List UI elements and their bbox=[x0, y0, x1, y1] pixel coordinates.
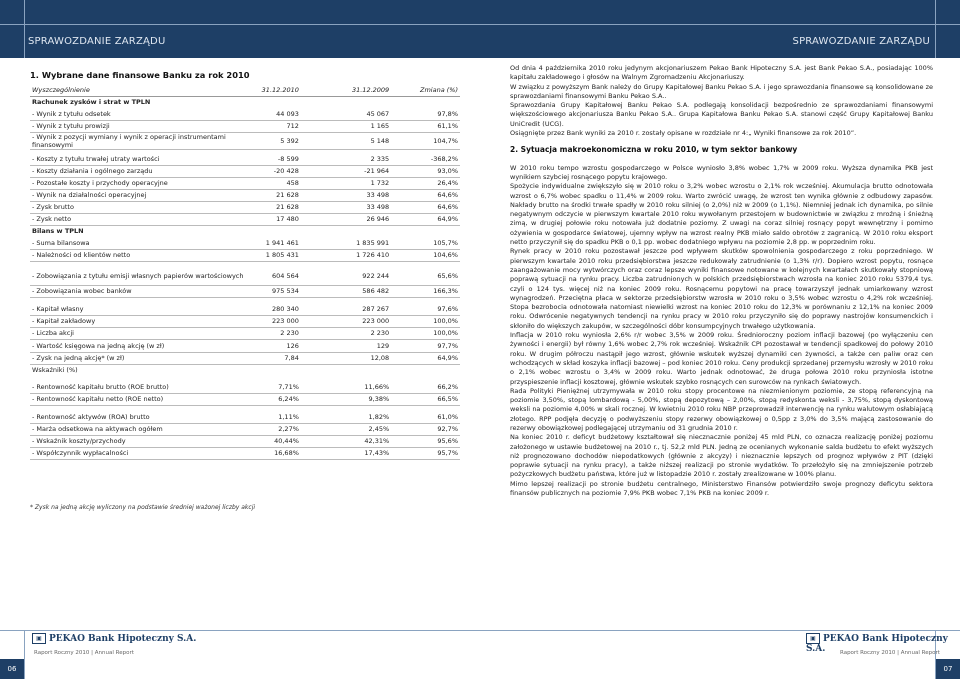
table-cell-item: Rachunek zysków i strat w TPLN bbox=[32, 98, 151, 107]
table-cell-change: 97,8% bbox=[391, 108, 460, 120]
table-footnote: * Zysk na jedną akcję wyliczony na podstawie średniej ważonej liczby akcji bbox=[30, 504, 256, 511]
table-cell-change: 97,6% bbox=[391, 303, 460, 315]
table-cell-item: - Zysk netto bbox=[30, 213, 254, 225]
table-cell-2010: 1 941 461 bbox=[254, 237, 301, 249]
table-cell-item: - Marża odsetkowa na aktywach ogółem bbox=[30, 423, 254, 435]
table-cell-item: - Liczba akcji bbox=[30, 327, 254, 339]
table-row bbox=[30, 249, 460, 261]
table-cell-2009: 586 482 bbox=[301, 285, 391, 297]
table-row bbox=[30, 423, 460, 435]
table-cell-2010: -20 428 bbox=[254, 165, 301, 177]
table-row bbox=[30, 327, 460, 339]
table-cell-2010: 7,71% bbox=[254, 381, 301, 393]
paragraph: Na koniec 2010 r. deficyt budżetowy kształtował się niecznacznie poniżej 45 mld PLN, co oznacza realizację poniżej poziomu założonego w ustawie budżetowej na 2010 r., tj. 52,2 mld PLN. Jedną ze ocenianych wykonanie salda budżetu to efekt wyższych niż prognozowano dochodów niepodatkowych (głównie z akcyzy) i nieznacznie lepszych od prognoz wpływów z PIT (dzięki poprawie sytuacji na rynku pracy), a także niższej realizacji po stronie wydatków. To przełożyło się na zmniejszenie potrzeb pożyczkowych budżetu państwa, które już w listopadzie 2010 r. zostały zrealizowane w 100% planu. bbox=[510, 433, 933, 479]
table-row bbox=[30, 165, 460, 177]
table-row bbox=[30, 201, 460, 213]
table-cell-2009: 2 335 bbox=[301, 153, 391, 165]
table-cell-2009: 1 732 bbox=[301, 177, 391, 189]
table-cell-2010: 280 340 bbox=[254, 303, 301, 315]
table-cell-2010: 126 bbox=[254, 339, 301, 352]
table-cell-item: - Suma bilansowa bbox=[30, 237, 254, 249]
table-cell-2009 bbox=[301, 96, 391, 108]
table-cell-change: 104,7% bbox=[391, 132, 460, 149]
table-cell-2010: 44 093 bbox=[254, 108, 301, 120]
table-cell-change: 26,4% bbox=[391, 177, 460, 189]
table-cell-2009: 26 946 bbox=[301, 213, 391, 225]
table-cell-item: - Kapitał zakładowy bbox=[30, 315, 254, 327]
table-cell-2010: 17 480 bbox=[254, 213, 301, 225]
bank-logo-left-text: PEKAO Bank Hipoteczny S.A. bbox=[49, 634, 197, 644]
table-section-header bbox=[30, 96, 460, 108]
table-cell-2009: 12,08 bbox=[301, 352, 391, 364]
table-cell-change: 95,6% bbox=[391, 435, 460, 447]
table-cell-change: 166,3% bbox=[391, 285, 460, 297]
col-header-2009: 31.12.2009 bbox=[301, 85, 391, 96]
table-cell-change: 66,2% bbox=[391, 381, 460, 393]
table-cell-2010: 712 bbox=[254, 120, 301, 132]
table-cell-change: 95,7% bbox=[391, 447, 460, 459]
table-cell-2009 bbox=[301, 364, 391, 375]
table-cell-2010: 16,68% bbox=[254, 447, 301, 459]
table-cell-2009: 5 148 bbox=[301, 132, 391, 149]
page-number-right: 07 bbox=[936, 659, 960, 679]
table-cell-change: 105,7% bbox=[391, 237, 460, 249]
table-cell-2010: 2 230 bbox=[254, 327, 301, 339]
paragraph: Spożycie indywidualne zwiększyło się w 2010 roku o 3,2% wobec wzrostu o 2,1% rok wcześniej. Akumulacja brutto odnotowała wzrost o 6,7% wobec spadku o 11,4% w 2009 roku. Warto zwrócić uwagę, że wzrost ten wynika głównie z odbudowy zapasów. Nakłady brutto na środki trwałe spadły w 2010 roku silniej (o 2,0%) niż w 2009 (o 1,1%). Niemniej jednak ich dynamika, po silnie negatywnym odczycie w pierwszym kwartale 2010 roku wywołanym przestojem w budownictwie w związku z mroźną i śnieżną zimą, w drugiej połowie roku notowała już dodatnie poziomy. Z uwagi na coraz silniej rosnący popyt wewnętrzny i pomimo ożywienia w gospodarce światowej, ujemny wpływ na wzrost realny PKB miało saldo obrotów z zagranicą. W 2010 roku eksport netto przyczynił się do spadku PKB o 0,1 pp. wobec dodatniego wpływu na poziomie 2,8 pp. w poprzednim roku. bbox=[510, 182, 933, 247]
table-cell-change bbox=[391, 96, 460, 108]
table-cell-2010 bbox=[254, 364, 301, 375]
table-cell-2010: 6,24% bbox=[254, 393, 301, 405]
table-cell-item: - Wynik z tytułu prowizji bbox=[30, 120, 254, 132]
table-cell-change: 92,7% bbox=[391, 423, 460, 435]
table-cell-2009: 1 726 410 bbox=[301, 249, 391, 261]
header-vline-right bbox=[935, 0, 936, 58]
table-cell-2010: 21 628 bbox=[254, 201, 301, 213]
header-rule bbox=[0, 24, 960, 25]
table-cell-2009: 223 000 bbox=[301, 315, 391, 327]
table-section-header bbox=[30, 225, 460, 237]
table-row bbox=[30, 108, 460, 120]
table-cell-2010: 40,44% bbox=[254, 435, 301, 447]
table-cell-change: 61,0% bbox=[391, 411, 460, 423]
table-cell-item: - Zobowiązania z tytułu emisji własnych papierów wartościowych bbox=[30, 267, 254, 285]
table-cell-item: - Wskaźnik koszty/przychody bbox=[30, 435, 254, 447]
table-cell-change: 104,6% bbox=[391, 249, 460, 261]
table-cell-2010: 2,27% bbox=[254, 423, 301, 435]
table-cell-item: - Pozostałe koszty i przychody operacyjne bbox=[30, 177, 254, 189]
table-cell-2010: 5 392 bbox=[254, 132, 301, 149]
table-cell-2010: 1,11% bbox=[254, 411, 301, 423]
table-cell-2010 bbox=[254, 96, 301, 108]
table-cell-2010: 458 bbox=[254, 177, 301, 189]
col-header-change: Zmiana (%) bbox=[391, 85, 460, 96]
table-cell-2009: 1 165 bbox=[301, 120, 391, 132]
table-cell-item: - Zysk brutto bbox=[30, 201, 254, 213]
table-row bbox=[30, 267, 460, 285]
col-header-item: Wyszczególnienie bbox=[30, 85, 254, 96]
table-cell-2009: 9,38% bbox=[301, 393, 391, 405]
table-cell-item: - Należności od klientów netto bbox=[30, 249, 254, 261]
table-cell-change: 97,7% bbox=[391, 339, 460, 352]
financial-data-table bbox=[30, 85, 460, 460]
table-cell-item: - Kapitał własny bbox=[30, 303, 254, 315]
table-header-row bbox=[30, 85, 460, 96]
col-header-2010: 31.12.2010 bbox=[254, 85, 301, 96]
table-cell-2009: 17,43% bbox=[301, 447, 391, 459]
table-cell-change: 64,6% bbox=[391, 189, 460, 201]
table-cell-change: 100,0% bbox=[391, 315, 460, 327]
table-cell-2010: -8 599 bbox=[254, 153, 301, 165]
table-row bbox=[30, 237, 460, 249]
paragraph: W związku z powyższym Bank należy do Grupy Kapitałowej Banku Pekao S.A. i jego sprawozdania finansowe są konsolidowane ze sprawozdaniami finansowymi Banku Pekao S.A.. bbox=[510, 82, 933, 100]
table-cell-2009: 42,31% bbox=[301, 435, 391, 447]
table-cell-item: - Wynik z pozycji wymiany i wynik z operacji instrumentami finansowymi bbox=[30, 132, 254, 149]
table-cell-2009: 922 244 bbox=[301, 267, 391, 285]
table-cell-item: - Rentowność aktywów (ROA) brutto bbox=[30, 411, 254, 423]
table-cell-item: - Zobowiązania wobec banków bbox=[30, 285, 254, 297]
table-row bbox=[30, 153, 460, 165]
table-cell-change: 100,0% bbox=[391, 327, 460, 339]
paragraph: Inflacja w 2010 roku wyniosła 2,6% r/r wobec 3,5% w 2009 roku. Średnioroczny poziom inflacji bazowej (po wyłączeniu cen żywności i energii) był równy 1,6% wobec 2,7% rok wcześniej. Wskaźnik CPI pozostawał w tendencji spadkowej do połowy 2010 roku. W drugim półroczu nastąpił jego wzrost, głównie wskutek wyższej dynamiki cen żywności, a także cen paliw oraz cen wchodzących w skład koszyka inflacji bazowej – pod koniec 2010 roku. Ceny produkcji sprzedanej przemysłu wzrosły w 2010 roku o 2,1% wobec wzrostu o 3,4% w 2009 roku. Warto jednak odnotować, że druga połowa 2010 roku przyniosła istotne przyspieszenie inflacji kosztowej, głównie wskutek szybko rosnących cen surowców na rynkach światowych. bbox=[510, 331, 933, 386]
footer-vline-left bbox=[24, 630, 25, 679]
table-row bbox=[30, 315, 460, 327]
table-cell-change: 64,6% bbox=[391, 201, 460, 213]
paragraph: Osiągnięte przez Bank wyniki za 2010 r. zostały opisane w rozdziale nr 4:„ Wyniki finansowe za rok 2010”. bbox=[510, 129, 857, 138]
section-title-financial-data: 1. Wybrane dane finansowe Banku za rok 2010 bbox=[30, 70, 250, 80]
table-row bbox=[30, 411, 460, 423]
table-cell-2009: 1 835 991 bbox=[301, 237, 391, 249]
table-row bbox=[30, 189, 460, 201]
table-cell-2009: 33 498 bbox=[301, 201, 391, 213]
table-cell-2010: 604 564 bbox=[254, 267, 301, 285]
table-cell-2009: 45 067 bbox=[301, 108, 391, 120]
table-cell-item: - Wynik na działalności operacyjnej bbox=[30, 189, 254, 201]
table-cell-item: Wskaźniki (%) bbox=[32, 365, 78, 374]
table-cell-2010: 21 628 bbox=[254, 189, 301, 201]
table-cell-2010: 223 000 bbox=[254, 315, 301, 327]
paragraph: W 2010 roku tempo wzrostu gospodarczego w Polsce wyniosło 3,8% wobec 1,7% w 2009 roku. Wyższa dynamika PKB jest wynikiem szybciej rosnącego popytu krajowego. bbox=[510, 163, 933, 181]
table-row bbox=[30, 120, 460, 132]
footer-rule bbox=[0, 630, 960, 631]
header-vline-left bbox=[24, 0, 25, 58]
table-row bbox=[30, 381, 460, 393]
table-cell-2009 bbox=[301, 225, 391, 237]
table-row bbox=[30, 393, 460, 405]
table-cell-2009: 287 267 bbox=[301, 303, 391, 315]
table-cell-item: - Zysk na jedną akcję* (w zł) bbox=[30, 352, 254, 364]
header-left-title: SPRAWOZDANIE ZARZĄDU bbox=[28, 36, 166, 47]
table-cell-change: 64,9% bbox=[391, 352, 460, 364]
table-cell-2010: 1 805 431 bbox=[254, 249, 301, 261]
table-cell-2009: 2 230 bbox=[301, 327, 391, 339]
table-cell-item: Bilans w TPLN bbox=[32, 227, 84, 236]
table-cell-change: 64,9% bbox=[391, 213, 460, 225]
paragraph: Mimo lepszej realizacji po stronie budżetu centralnego, Ministerstwo Finansów potwierdziło swoje prognozy deficytu sektora finansów publicznych na poziomie 7,9% PKB wobec 7,1% PKB na koniec 2009 r. bbox=[510, 479, 933, 498]
paragraph: Od dnia 4 października 2010 roku jedynym akcjonariuszem Pekao Bank Hipoteczny S.A. jest Bank Pekao S.A., posiadając 100% kapitału zakładowego i głosów na Walnym Zgromadzeniu Akcjonariuszy. bbox=[510, 64, 933, 82]
table-cell-item: - Rentowność kapitału netto (ROE netto) bbox=[30, 393, 254, 405]
table-cell-item: - Rentowność kapitału brutto (ROE brutto) bbox=[30, 381, 254, 393]
table-row bbox=[30, 303, 460, 315]
header-bar bbox=[0, 0, 960, 58]
table-row bbox=[30, 339, 460, 352]
table-cell-item: - Wynik z tytułu odsetek bbox=[30, 108, 254, 120]
bank-logo-left bbox=[32, 633, 196, 644]
bank-logo-mark-icon: ▣ bbox=[32, 633, 46, 644]
table-cell-change: -368,2% bbox=[391, 153, 460, 165]
table-cell-change bbox=[391, 225, 460, 237]
table-cell-item: - Koszty działania i ogólnego zarządu bbox=[30, 165, 254, 177]
table-cell-2009: 129 bbox=[301, 339, 391, 352]
table-row bbox=[30, 447, 460, 459]
table-row bbox=[30, 132, 460, 149]
table-row bbox=[30, 285, 460, 297]
table-cell-2009: 1,82% bbox=[301, 411, 391, 423]
table-row bbox=[30, 177, 460, 189]
page-number-left: 06 bbox=[0, 659, 24, 679]
table-row bbox=[30, 352, 460, 364]
report-label-right: Raport Roczny 2010 | Annual Report bbox=[840, 650, 940, 656]
table-cell-change: 66,5% bbox=[391, 393, 460, 405]
table-cell-change: 65,6% bbox=[391, 267, 460, 285]
table-cell-change: 61,1% bbox=[391, 120, 460, 132]
report-label-left: Raport Roczny 2010 | Annual Report bbox=[34, 650, 134, 656]
table-cell-2010: 7,84 bbox=[254, 352, 301, 364]
table-cell-item: - Koszty z tytułu trwałej utraty wartości bbox=[30, 153, 254, 165]
table-cell-2010: 975 534 bbox=[254, 285, 301, 297]
header-right-title: SPRAWOZDANIE ZARZĄDU bbox=[792, 36, 930, 47]
table-cell-2010 bbox=[254, 225, 301, 237]
right-column-text bbox=[510, 64, 933, 498]
section-title-macroeconomics: 2. Sytuacja makroekonomiczna w roku 2010, w tym sektor bankowy bbox=[510, 145, 798, 155]
bank-logo-mark-icon: ▣ bbox=[806, 633, 820, 644]
table-cell-2009: 11,66% bbox=[301, 381, 391, 393]
paragraph: Sprawozdania Grupy Kapitałowej Banku Pekao S.A. podlegają konsolidacji bezpośrednio ze sprawozdaniami finansowymi większościowego akcjonariusza Banku Pekao S.A.. Grupa Kapitałowa Banku Pekao S.A. stanowi część Grupy Kapitałowej Banku UniCredit (UCG). bbox=[510, 101, 933, 128]
table-row bbox=[30, 213, 460, 225]
bank-logo-right-text: PEKAO Bank Hipoteczny S.A. bbox=[806, 634, 948, 654]
table-cell-change: 93,0% bbox=[391, 165, 460, 177]
table-cell-2009: 2,45% bbox=[301, 423, 391, 435]
paragraph: Rynek pracy w 2010 roku pozostawał jeszcze pod wpływem skutków spowolnienia gospodarczego z roku poprzedniego. W pierwszym kwartale 2010 roku przedsiębiorstwa jeszcze redukowały zatrudnienie (o 1,3% r/r). Dopiero wzrost popytu, rosnące zaangażowanie mocy wytwórczych oraz coraz lepsze wyniki finansowe notowane w kolejnych kwartałach skutkowały stopniową poprawą sytuacji na rynku pracy. Liczba zatrudnionych w polskich przedsiębiorstwach wzrosła na koniec 2010 roku 5379,4 tys. czyli o 124 tys. więcej niż na koniec 2009 roku. Rosnącemu popytowi na pracę towarzyszył jednak umiarkowany wzrost wynagrodzeń. Przeciętna płaca w sektorze przedsiębiorstw wzrosła w 2010 roku o 3,5% wobec wzrostu o 4,2% rok wcześniej. Stopa bezrobocia odnotowała natomiast niewielki wzrost na koniec 2010 roku do 12,3% w porównaniu z 12,1% na koniec 2009 roku. Odwrócenie negatywnych tendencji na rynku pracy w 2010 roku przyczyniło się do poprawy nastrojów konsumenckich i skłoniło do większych zakupów, w szczególności dóbr konsumpcyjnych trwałego użytkowania. bbox=[510, 247, 933, 330]
table-cell-item: - Wartość księgowa na jedną akcję (w zł) bbox=[30, 339, 254, 352]
table-cell-2009: -21 964 bbox=[301, 165, 391, 177]
table-cell-2009: 33 498 bbox=[301, 189, 391, 201]
table-row bbox=[30, 364, 460, 375]
table-cell-item: - Współczynnik wypłacalności bbox=[30, 447, 254, 459]
paragraph: Rada Polityki Pieniężnej utrzymywała w 2010 roku stopy procentowe na niezmienionym poziomie, ze stopą referencyjną na poziomie 3,50%, stopą lombardową - 5,00%, stopą depozytową – 2,00%, stopą redyskonta weksli - 3,75%, stopą dyskontową weksli na poziomie 4,00% w skali rocznej. W kwietniu 2010 roku NBP przeprowadził interwencję na rynku walutowym osłabiającą złotego. RPP podjęła decyzję o podwyższeniu stopy rezerwy obowiązkowej o 0,5pp z 3,0% do 3,5% mającą zastosowanie do rezerwy obowiązkowej podlegającej utrzymaniu od 31 grudnia 2010 r. bbox=[510, 386, 933, 432]
table-row bbox=[30, 435, 460, 447]
table-cell-change bbox=[391, 364, 460, 375]
